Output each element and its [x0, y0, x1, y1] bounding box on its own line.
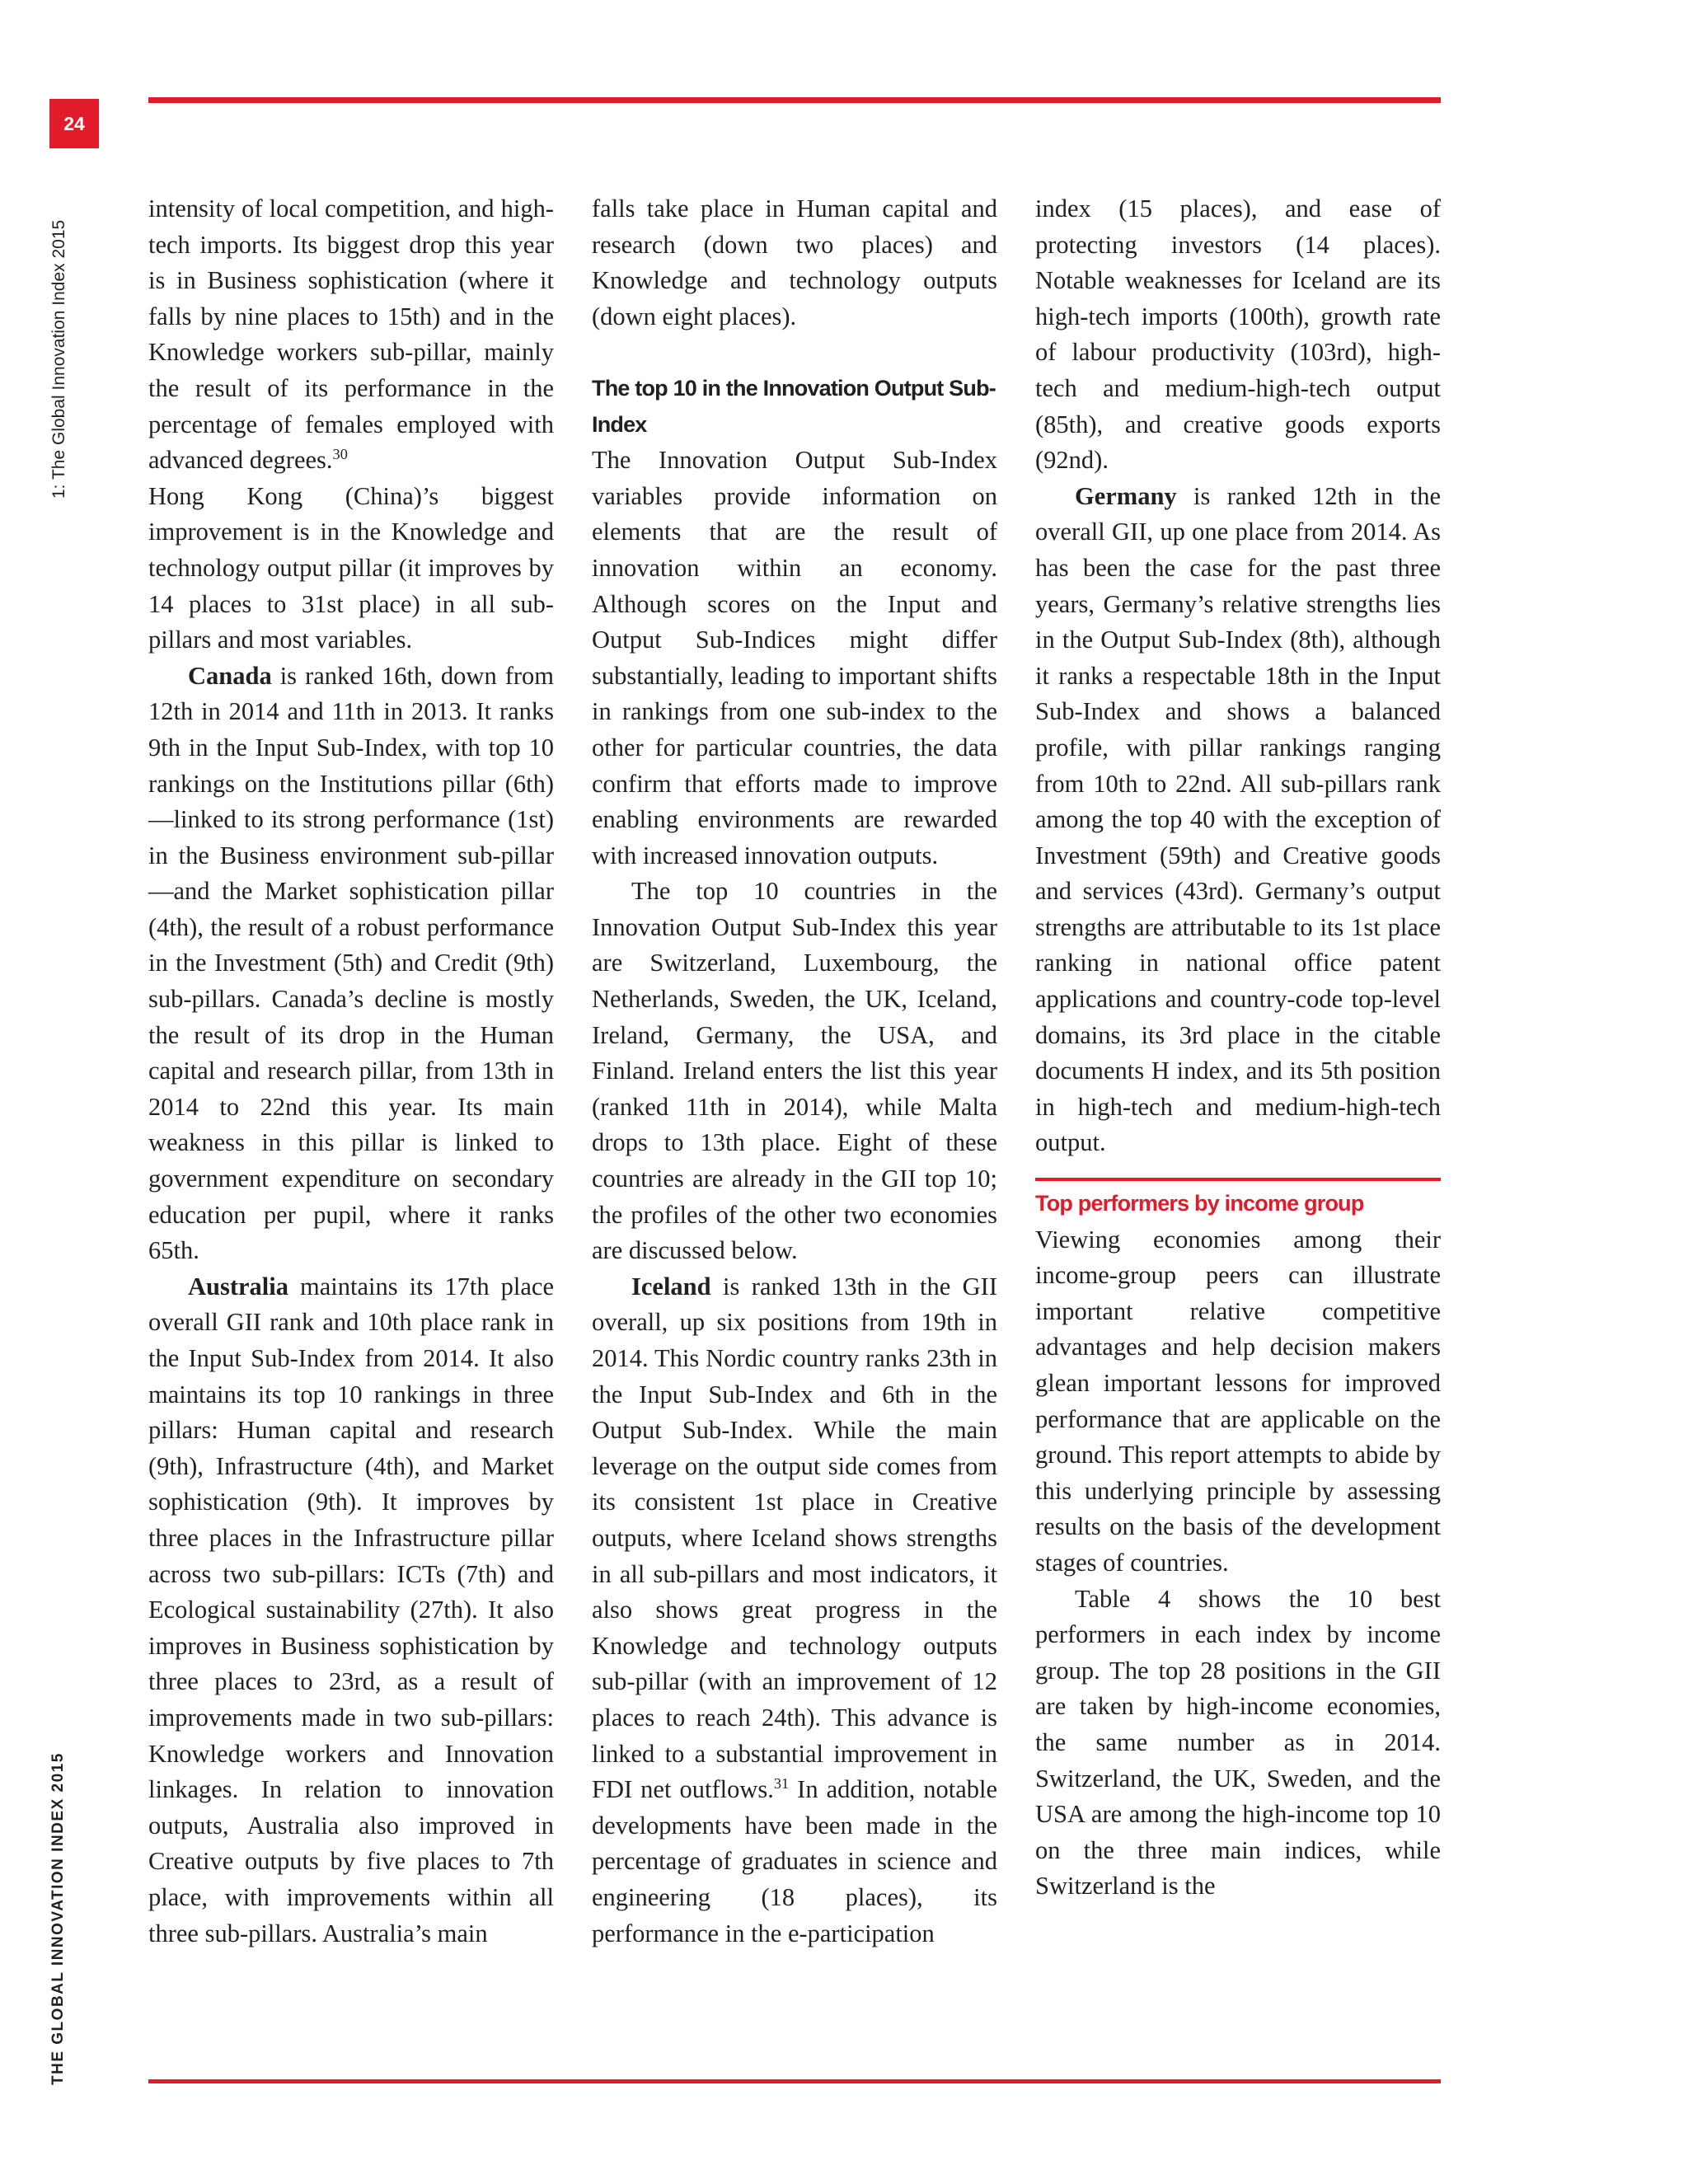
- paragraph: Viewing economies among their income-group peers can illustrate important relative competitive advantages and help decision makers glean important lessons for improved performance that are applicable on the ground. This report attempts to abide by this underlying principle by assessing results on the basis of the development stages of countries.: [1035, 1225, 1441, 1577]
- chapter-label: 1: The Global Innovation Index 2015: [49, 219, 68, 499]
- section-rule: [1035, 1178, 1441, 1181]
- footnote-ref[interactable]: 31: [773, 1774, 790, 1792]
- footnote-ref[interactable]: 30: [332, 446, 348, 462]
- column-1: [148, 191, 554, 1952]
- page-number: 24: [49, 99, 99, 148]
- series-label: THE GLOBAL INNOVATION INDEX 2015: [49, 1752, 67, 2085]
- paragraph: The top 10 countries in the Innovation Output Sub-Index this year are Switzerland, Luxembourg, the Netherlands, Sweden, the UK, Iceland, Ireland, Germany, the USA, and Finland. Ireland enters the list this year (ranked 11th in 2014), while Malta drops to 13th place. Eight of these countries are already in the GII top 10; the profiles of the other two economies are discussed below.: [592, 877, 997, 1265]
- section-heading: Top performers by income group: [1035, 1191, 1364, 1216]
- country-name: Australia: [188, 1272, 288, 1301]
- column-3: [1035, 191, 1441, 1905]
- paragraph: Table 4 shows the 10 best performers in each index by income group. The top 28 positions in the GII are taken by high-income economies, the same number as in 2014. Switzerland, the UK, Sweden, and the USA are among the high-income top 10 on the three main indices, while Switzerland is the: [1035, 1584, 1441, 1900]
- paragraph: Hong Kong (China)’s biggest improvement is in the Knowledge and technology output pillar (it improves by 14 places to 31st place) in all sub-pillars and most variables.: [148, 481, 554, 654]
- paragraph: Germany is ranked 12th in the overall GII, up one place from 2014. As has been the case for the past three years, Germany’s relative strengths lies in the Output Sub-Index (8th), although it ranks a respectable 18th in the Input Sub-Index and shows a balanced profile, with pillar rankings ranging from 10th to 22nd. All sub-pillars rank among the top 40 with the exception of Investment (59th) and Creative goods and services (43rd). Germany’s output strengths are attributable to its 1st place ranking in national office patent applications and country-code top-level domains, its 3rd place in the citable documents H index, and its 5th position in high-tech and medium-high-tech output.: [1035, 481, 1441, 1157]
- paragraph: The Innovation Output Sub-Index variables provide information on elements that are the result of innovation within an economy. Although scores on the Input and Output Sub-Indices might differ substantially, leading to important shifts in rankings from one sub-index to the other for particular countries, the data confirm that efforts made to improve enabling environments are rewarded with increased innovation outputs.: [592, 446, 997, 869]
- paragraph: Iceland is ranked 13th in the GII overall, up six positions from 19th in 2014. This Nordic country ranks 23th in the Input Sub-Index and 6th in the Output Sub-Index. While the main leverage on the output side comes from its consistent 1st place in Creative outputs, where Iceland shows strengths in all sub-pillars and most indicators, it also shows great progress in the Knowledge and technology outputs sub-pillar (with an improvement of 12 places to reach 24th). This advance is linked to a substantial improvement in FDI net outflows.$^{31}$ In addition, notable developments have been made in the percentage of graduates in science and engineering (18 places), its performance in the e-participation: [592, 1272, 997, 1947]
- country-name: Canada: [188, 661, 272, 690]
- country-name: Germany: [1075, 481, 1177, 510]
- paragraph: index (15 places), and ease of protecting investors (14 places). Notable weaknesses for Iceland are its high-tech imports (100th), growth rate of labour productivity (103rd), high-tech and medium-high-tech output (85th), and creative goods exports (92nd).: [1035, 194, 1441, 475]
- top-rule: [148, 97, 1441, 103]
- country-name: Iceland: [631, 1272, 711, 1301]
- paragraph: intensity of local competition, and high-tech imports. Its biggest drop this year is in Business sophistication (where it falls by nine places to 15th) and in the Knowledge workers sub-pillar, mainly the result of its performance in the percentage of females employed with advanced degrees.$^{30}$: [148, 194, 554, 475]
- section-heading: The top 10 in the Innovation Output Sub-Index: [592, 375, 996, 437]
- bottom-rule: [148, 2079, 1441, 2083]
- column-2: [592, 191, 997, 1952]
- paragraph: Australia maintains its 17th place overall GII rank and 10th place rank in the Input Sub-Index from 2014. It also maintains its top 10 rankings in three pillars: Human capital and research (9th), Infrastructure (4th), and Market sophistication (9th). It improves by three places in the Infrastructure pillar across two sub-pillars: ICTs (7th) and Ecological sustainability (27th). It also improves in Business sophistication by three places to 23rd, as a result of improvements made in two sub-pillars: Knowledge workers and Innovation linkages. In relation to innovation outputs, Australia also improved in Creative outputs by five places to 7th place, with improvements within all three sub-pillars. Australia’s main: [148, 1272, 554, 1947]
- paragraph: falls take place in Human capital and research (down two places) and Knowledge and technology outputs (down eight places).: [592, 194, 997, 330]
- paragraph: Canada is ranked 16th, down from 12th in 2014 and 11th in 2013. It ranks 9th in the Input Sub-Index, with top 10 rankings on the Institutions pillar (6th)—linked to its strong performance (1st) in the Business environment sub-pillar—and the Market sophistication pillar (4th), the result of a robust performance in the Investment (5th) and Credit (9th) sub-pillars. Canada’s decline is mostly the result of its drop in the Human capital and research pillar, from 13th in 2014 to 22nd this year. Its main weakness in this pillar is linked to government expenditure on secondary education per pupil, where it ranks 65th.: [148, 661, 554, 1265]
